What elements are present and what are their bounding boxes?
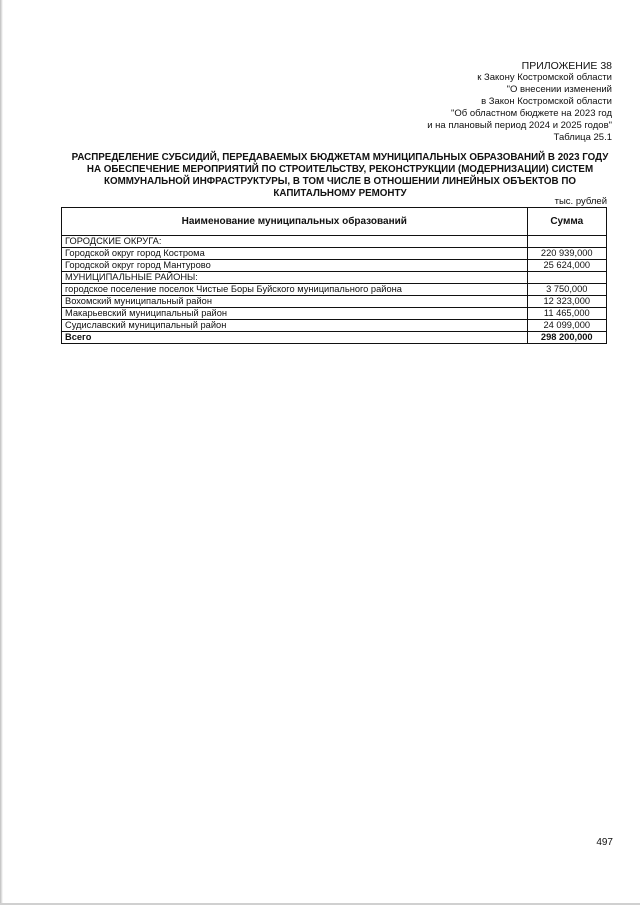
appendix-line: "Об областном бюджете на 2023 год xyxy=(451,108,612,119)
table-number: Таблица 25.1 xyxy=(553,132,612,143)
title-line: НА ОБЕСПЕЧЕНИЕ МЕРОПРИЯТИЙ ПО СТРОИТЕЛЬСТВУ, РЕКОНСТРУКЦИИ (МОДЕРНИЗАЦИИ) СИСТЕМ xyxy=(86,164,594,175)
row-name: Судиславский муниципальный район xyxy=(62,320,528,332)
appendix-header xyxy=(427,60,612,144)
row-sum: 220 939,000 xyxy=(527,248,606,260)
subsidy-table xyxy=(61,207,607,344)
table-row xyxy=(62,284,607,296)
title-line: КОММУНАЛЬНОЙ ИНФРАСТРУКТУРЫ, В ТОМ ЧИСЛЕ В ОТНОШЕНИИ ЛИНЕЙНЫХ ОБЪЕКТОВ ПО xyxy=(104,176,576,187)
row-name: Городской округ город Мантурово xyxy=(62,260,528,272)
row-name: Макарьевский муниципальный район xyxy=(62,308,528,320)
row-sum xyxy=(527,272,606,284)
row-sum: 3 750,000 xyxy=(527,284,606,296)
row-sum xyxy=(527,236,606,248)
unit-label: тыс. рублей xyxy=(554,196,607,207)
column-header-name: Наименование муниципальных образований xyxy=(62,208,528,236)
document-title xyxy=(60,152,620,200)
table-row xyxy=(62,308,607,320)
appendix-number: ПРИЛОЖЕНИЕ 38 xyxy=(521,60,612,72)
title-line: РАСПРЕДЕЛЕНИЕ СУБСИДИЙ, ПЕРЕДАВАЕМЫХ БЮДЖЕТАМ МУНИЦИПАЛЬНЫХ ОБРАЗОВАНИЙ В 2023 ГОДУ xyxy=(71,152,609,163)
row-name: Городской округ город Кострома xyxy=(62,248,528,260)
row-sum: 24 099,000 xyxy=(527,320,606,332)
column-header-sum: Сумма xyxy=(527,208,606,236)
table-header-row xyxy=(62,208,607,236)
total-sum: 298 200,000 xyxy=(527,332,606,344)
row-name: Вохомский муниципальный район xyxy=(62,296,528,308)
table-row xyxy=(62,236,607,248)
table-row xyxy=(62,296,607,308)
row-name: городское поселение поселок Чистые Боры Буйского муниципального района xyxy=(62,284,528,296)
row-sum: 12 323,000 xyxy=(527,296,606,308)
row-name: ГОРОДСКИЕ ОКРУГА: xyxy=(62,236,528,248)
scan-edge-left xyxy=(0,0,3,905)
total-row xyxy=(62,332,607,344)
table-row xyxy=(62,248,607,260)
table-row xyxy=(62,260,607,272)
title-line: КАПИТАЛЬНОМУ РЕМОНТУ xyxy=(273,188,407,199)
page-number: 497 xyxy=(596,837,613,848)
total-label: Всего xyxy=(62,332,528,344)
row-sum: 25 624,000 xyxy=(527,260,606,272)
appendix-line: "О внесении изменений xyxy=(506,84,612,95)
table-row xyxy=(62,272,607,284)
row-sum: 11 465,000 xyxy=(527,308,606,320)
table-row xyxy=(62,320,607,332)
appendix-line: к Закону Костромской области xyxy=(477,72,612,83)
appendix-line: и на плановый период 2024 и 2025 годов" xyxy=(427,120,612,131)
appendix-line: в Закон Костромской области xyxy=(481,96,612,107)
row-name: МУНИЦИПАЛЬНЫЕ РАЙОНЫ: xyxy=(62,272,528,284)
